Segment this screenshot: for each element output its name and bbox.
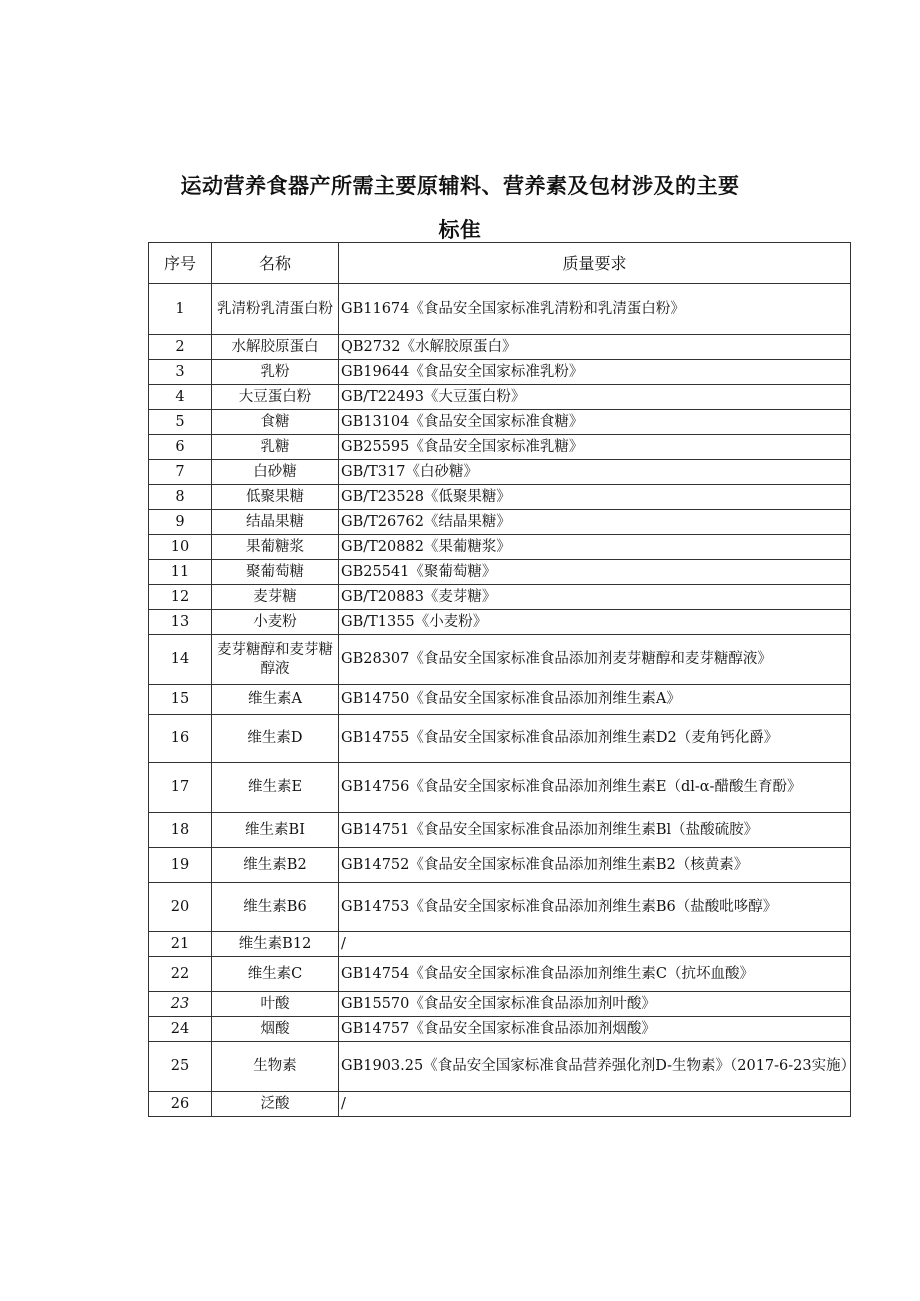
table-row [149, 410, 851, 435]
row-requirement: GB14750《食品安全国家标准食品添加剂维生素A》 [339, 685, 851, 715]
row-name: 小麦粉 [212, 610, 339, 635]
row-requirement: GB14757《食品安全国家标准食品添加剂烟酸》 [339, 1017, 851, 1042]
table-header-row [149, 243, 851, 284]
table-row [149, 535, 851, 560]
row-requirement: GB/T317《白砂糖》 [339, 460, 851, 485]
document-title-line-1: 运动营养食器产所需主要原辅料、营养素及包材涉及的主要 [180, 174, 740, 198]
table-row [149, 715, 851, 763]
row-name: 乳清粉乳清蛋白粉 [212, 284, 339, 335]
table-row [149, 435, 851, 460]
row-requirement: / [339, 932, 851, 957]
row-number: 1 [149, 284, 212, 335]
row-number: 18 [149, 813, 212, 848]
row-number: 13 [149, 610, 212, 635]
row-name: 低聚果糖 [212, 485, 339, 510]
row-number: 5 [149, 410, 212, 435]
row-name: 大豆蛋白粉 [212, 385, 339, 410]
row-name: 维生素A [212, 685, 339, 715]
row-name: 维生素BI [212, 813, 339, 848]
row-number: 24 [149, 1017, 212, 1042]
table-row [149, 385, 851, 410]
row-name: 结晶果糖 [212, 510, 339, 535]
table-row [149, 460, 851, 485]
row-requirement: GB1903.25《食品安全国家标准食品营养强化剂D-生物素》（2017-6-23实施） [339, 1042, 851, 1092]
row-number: 8 [149, 485, 212, 510]
table-row [149, 485, 851, 510]
row-name: 维生素D [212, 715, 339, 763]
row-name: 乳糖 [212, 435, 339, 460]
row-requirement: GB/T20882《果葡糖浆》 [339, 535, 851, 560]
table-row [149, 763, 851, 813]
row-name: 聚葡萄糖 [212, 560, 339, 585]
table-row [149, 1017, 851, 1042]
table-row [149, 992, 851, 1017]
header-no: 序号 [149, 243, 212, 284]
table-row [149, 335, 851, 360]
row-number: 4 [149, 385, 212, 410]
table-row [149, 585, 851, 610]
row-requirement: GB15570《食品安全国家标准食品添加剂叶酸》 [339, 992, 851, 1017]
row-name: 叶酸 [212, 992, 339, 1017]
row-name: 维生素B12 [212, 932, 339, 957]
row-requirement: GB11674《食品安全国家标准乳清粉和乳清蛋白粉》 [339, 284, 851, 335]
row-requirement: GB14753《食品安全国家标准食品添加剂维生素B6（盐酸吡哆醇》 [339, 883, 851, 932]
row-name: 生物素 [212, 1042, 339, 1092]
row-number: 11 [149, 560, 212, 585]
row-requirement: / [339, 1092, 851, 1117]
row-number: 26 [149, 1092, 212, 1117]
standards-table [148, 242, 856, 1117]
row-name: 维生素B6 [212, 883, 339, 932]
row-number: 2 [149, 335, 212, 360]
row-number: 17 [149, 763, 212, 813]
row-requirement: GB/T26762《结晶果糖》 [339, 510, 851, 535]
row-number: 12 [149, 585, 212, 610]
row-name: 白砂糖 [212, 460, 339, 485]
row-requirement: GB/T22493《大豆蛋白粉》 [339, 385, 851, 410]
row-number: 20 [149, 883, 212, 932]
row-requirement: GB14755《食品安全国家标准食品添加剂维生素D2（麦角钙化爵》 [339, 715, 851, 763]
row-number: 22 [149, 957, 212, 992]
row-number: 6 [149, 435, 212, 460]
row-number: 10 [149, 535, 212, 560]
row-name: 维生素E [212, 763, 339, 813]
row-number: 14 [149, 635, 212, 685]
table-row [149, 1092, 851, 1117]
table-row [149, 957, 851, 992]
row-number: 19 [149, 848, 212, 883]
row-requirement: GB25595《食品安全国家标准乳糖》 [339, 435, 851, 460]
row-requirement: GB19644《食品安全国家标准乳粉》 [339, 360, 851, 385]
table-row [149, 932, 851, 957]
row-name: 烟酸 [212, 1017, 339, 1042]
table-row [149, 610, 851, 635]
table-row [149, 284, 851, 335]
table-row [149, 685, 851, 715]
row-number: 23 [149, 992, 212, 1017]
row-requirement: GB14754《食品安全国家标准食品添加剂维生素C（抗坏血酸》 [339, 957, 851, 992]
table-row [149, 510, 851, 535]
row-requirement: GB14756《食品安全国家标准食品添加剂维生素E（dl-α-醋酸生育酚》 [339, 763, 851, 813]
row-name: 水解胶原蛋白 [212, 335, 339, 360]
row-requirement: GB14752《食品安全国家标准食品添加剂维生素B2（核黄素》 [339, 848, 851, 883]
row-requirement: GB28307《食品安全国家标准食品添加剂麦芽糖醇和麦芽糖醇液》 [339, 635, 851, 685]
table-row [149, 1042, 851, 1092]
table-row [149, 635, 851, 685]
row-requirement: GB13104《食品安全国家标准食糖》 [339, 410, 851, 435]
row-requirement: GB/T23528《低聚果糖》 [339, 485, 851, 510]
row-name: 维生素C [212, 957, 339, 992]
row-name: 果葡糖浆 [212, 535, 339, 560]
table-row [149, 560, 851, 585]
row-number: 21 [149, 932, 212, 957]
document-title-line-2: 标隹 [438, 218, 482, 242]
row-name: 麦芽糖 [212, 585, 339, 610]
row-requirement: GB25541《聚葡萄糖》 [339, 560, 851, 585]
row-name: 维生素B2 [212, 848, 339, 883]
row-requirement: QB2732《水解胶原蛋白》 [339, 335, 851, 360]
table-row [149, 848, 851, 883]
header-requirement: 质量要求 [339, 243, 851, 284]
table-row [149, 813, 851, 848]
table-row [149, 883, 851, 932]
row-name: 麦芽糖醇和麦芽糖醇液 [212, 635, 339, 685]
row-name: 食糖 [212, 410, 339, 435]
table-row [149, 360, 851, 385]
row-number: 25 [149, 1042, 212, 1092]
header-name: 名称 [212, 243, 339, 284]
row-number: 9 [149, 510, 212, 535]
row-name: 乳粉 [212, 360, 339, 385]
row-number: 15 [149, 685, 212, 715]
row-requirement: GB/T1355《小麦粉》 [339, 610, 851, 635]
row-requirement: GB14751《食品安全国家标准食品添加剂维生素Bl（盐酸硫胺》 [339, 813, 851, 848]
row-requirement: GB/T20883《麦芽糖》 [339, 585, 851, 610]
row-number: 7 [149, 460, 212, 485]
row-name: 泛酸 [212, 1092, 339, 1117]
row-number: 16 [149, 715, 212, 763]
row-number: 3 [149, 360, 212, 385]
